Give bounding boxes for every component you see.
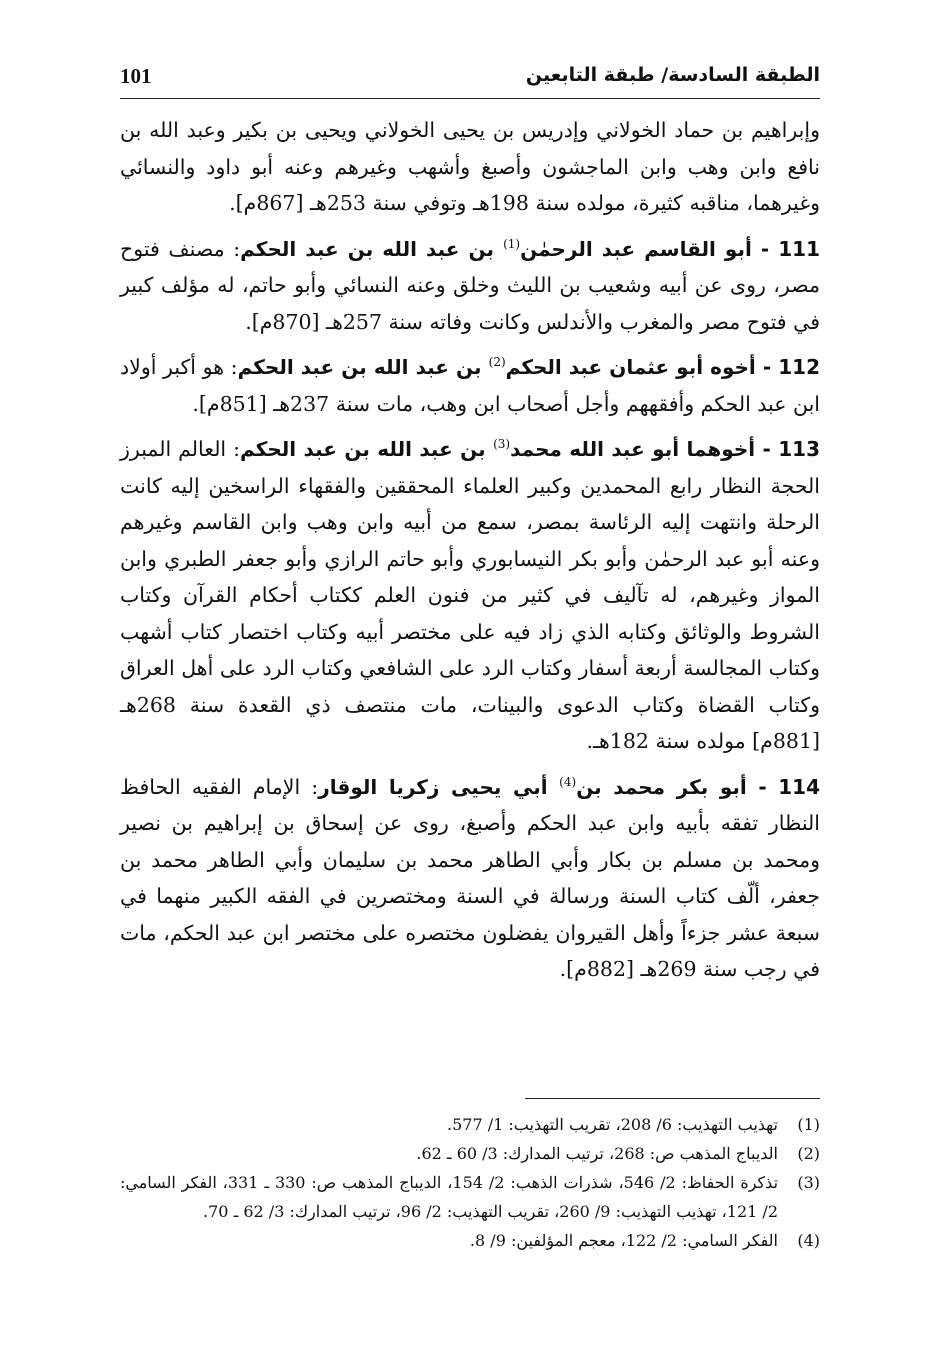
footnote-text: الديباج المذهب ص: 268، ترتيب المدارك: 3/ 60 ـ 62.	[416, 1144, 778, 1163]
entry-114-lineage: أبي يحيى زكريا الوقار	[318, 774, 560, 799]
entry-111-body: : مصنف فتوح مصر، روى عن أبيه وشعيب بن الليث وخلق وعنه النسائي وأبو حاتم، له مؤلف كبير في فتوح مصر والمغرب والأندلس وكانت وفاته سنة 257هـ [870م].	[120, 236, 820, 334]
page-header	[120, 60, 820, 99]
entry-112-lineage: بن عبد الله بن عبد الحكم	[237, 355, 489, 379]
footnote-number: (4)	[797, 1231, 820, 1250]
entry-114	[120, 769, 820, 988]
footnote-text: تذكرة الحفاظ: 2/ 546، شذرات الذهب: 2/ 154، الديباج المذهب ص: 330 ـ 331، الفكر السامي: 2/ 121، تهذيب التهذيب: 9/ 260، تقريب التهذيب: 2/ 96، ترتيب المدارك: 3/ 62 ـ 70.	[120, 1173, 779, 1221]
footnotes	[120, 1110, 820, 1255]
entry-114-title: 114 - أبو بكر محمد بن	[576, 774, 820, 799]
footnote-text: تهذيب التهذيب: 6/ 208، تقريب التهذيب: 1/ 577.	[446, 1115, 778, 1134]
entry-112	[120, 349, 820, 422]
footnote-separator	[525, 1098, 820, 1099]
footnote	[120, 1226, 820, 1255]
entry-114-body: : الإمام الفقيه الحافظ النظار تفقه بأبيه وابن عبد الحكم وأصبغ، روى عن إسحاق بن إبراهيم بن نصير ومحمد بن مسلم بن بكار وأبي الطاهر محمد بن سليمان وأبي الطاهر محمد بن جعفر، ألّف كتاب السنة ورسالة في السنة ومختصرين في الفقه الكبير منهما في سبعة عشر جزءاً وأهل القيروان يفضلون مختصره على مختصر ابن عبد الحكم، مات في رجب سنة 269هـ [882م].	[120, 774, 820, 981]
footnote-number: (1)	[797, 1115, 820, 1134]
page-number: 101	[120, 64, 152, 88]
footnote-ref-2: (2)	[488, 355, 506, 370]
footnote-text: الفكر السامي: 2/ 122، معجم المؤلفين: 9/ 8.	[469, 1231, 778, 1250]
entry-111-title: 111 - أبو القاسم عبد الرحمٰن	[520, 236, 820, 261]
footnote	[120, 1139, 820, 1168]
entry-112-title: 112 - أخوه أبو عثمان عبد الحكم	[505, 355, 820, 379]
entry-112-body: : هو أكبر أولاد ابن عبد الحكم وأفقههم وأجل أصحاب ابن وهب، مات سنة 237هـ [851م].	[120, 355, 820, 416]
paragraph-continuation: وإبراهيم بن حماد الخولاني وإدريس بن يحيى الخولاني ويحيى بن بكير وعبد الله بن نافع وابن وهب وابن الماجشون وأصبغ وأشهب وغيرهم وعنه أبو داود والنسائي وغيرهما، مناقبه كثيرة، مولده سنة 198هـ وتوفي سنة 253هـ [867م].	[120, 118, 820, 215]
entry-113-body: : العالم المبرز الحجة النظار رابع المحمدين وكبير العلماء المحققين والفقهاء الراسخين إليه كانت الرحلة وانتهت إليه الرئاسة بمصر، سمع من أبيه وابن وهب وابن القاسم وغيرهم وعنه أبو عبد الرحمٰن وأبو بكر النيسابوري وأبو حاتم الرازي وأبو جعفر الطبري وابن المواز وغيرهم، له تآليف في كثير من فنون العلم ككتاب أحكام القرآن وكتاب الشروط والوثائق وكتابه الذي زاد فيه على مختصر أبيه وكتاب اختصار كتاب أشهب وكتاب المجالسة أربعة أسفار وكتاب الرد على الشافعي وكتاب الرد على أهل العراق وكتاب القضاة وكتاب الدعوى والبينات، مات منتصف ذي القعدة سنة 268هـ [881م] مولده سنة 182هـ.	[120, 437, 820, 753]
entry-113	[120, 431, 820, 760]
running-head: الطبقة السادسة/ طبقة التابعين	[525, 64, 820, 86]
footnote-ref-3: (3)	[493, 437, 511, 452]
footnote-number: (3)	[797, 1173, 820, 1192]
entry-113-title: 113 - أخوهما أبو عبد الله محمد	[510, 437, 820, 461]
main-text	[120, 112, 820, 997]
footnote	[120, 1110, 820, 1139]
entry-111	[120, 231, 820, 341]
footnote	[120, 1168, 820, 1226]
entry-113-lineage: بن عبد الله بن عبد الحكم	[240, 437, 494, 461]
footnote-ref-4: (4)	[559, 774, 577, 789]
entry-111-lineage: بن عبد الله بن عبد الحكم	[240, 236, 504, 261]
footnote-ref-1: (1)	[503, 236, 521, 251]
footnote-number: (2)	[797, 1144, 820, 1163]
